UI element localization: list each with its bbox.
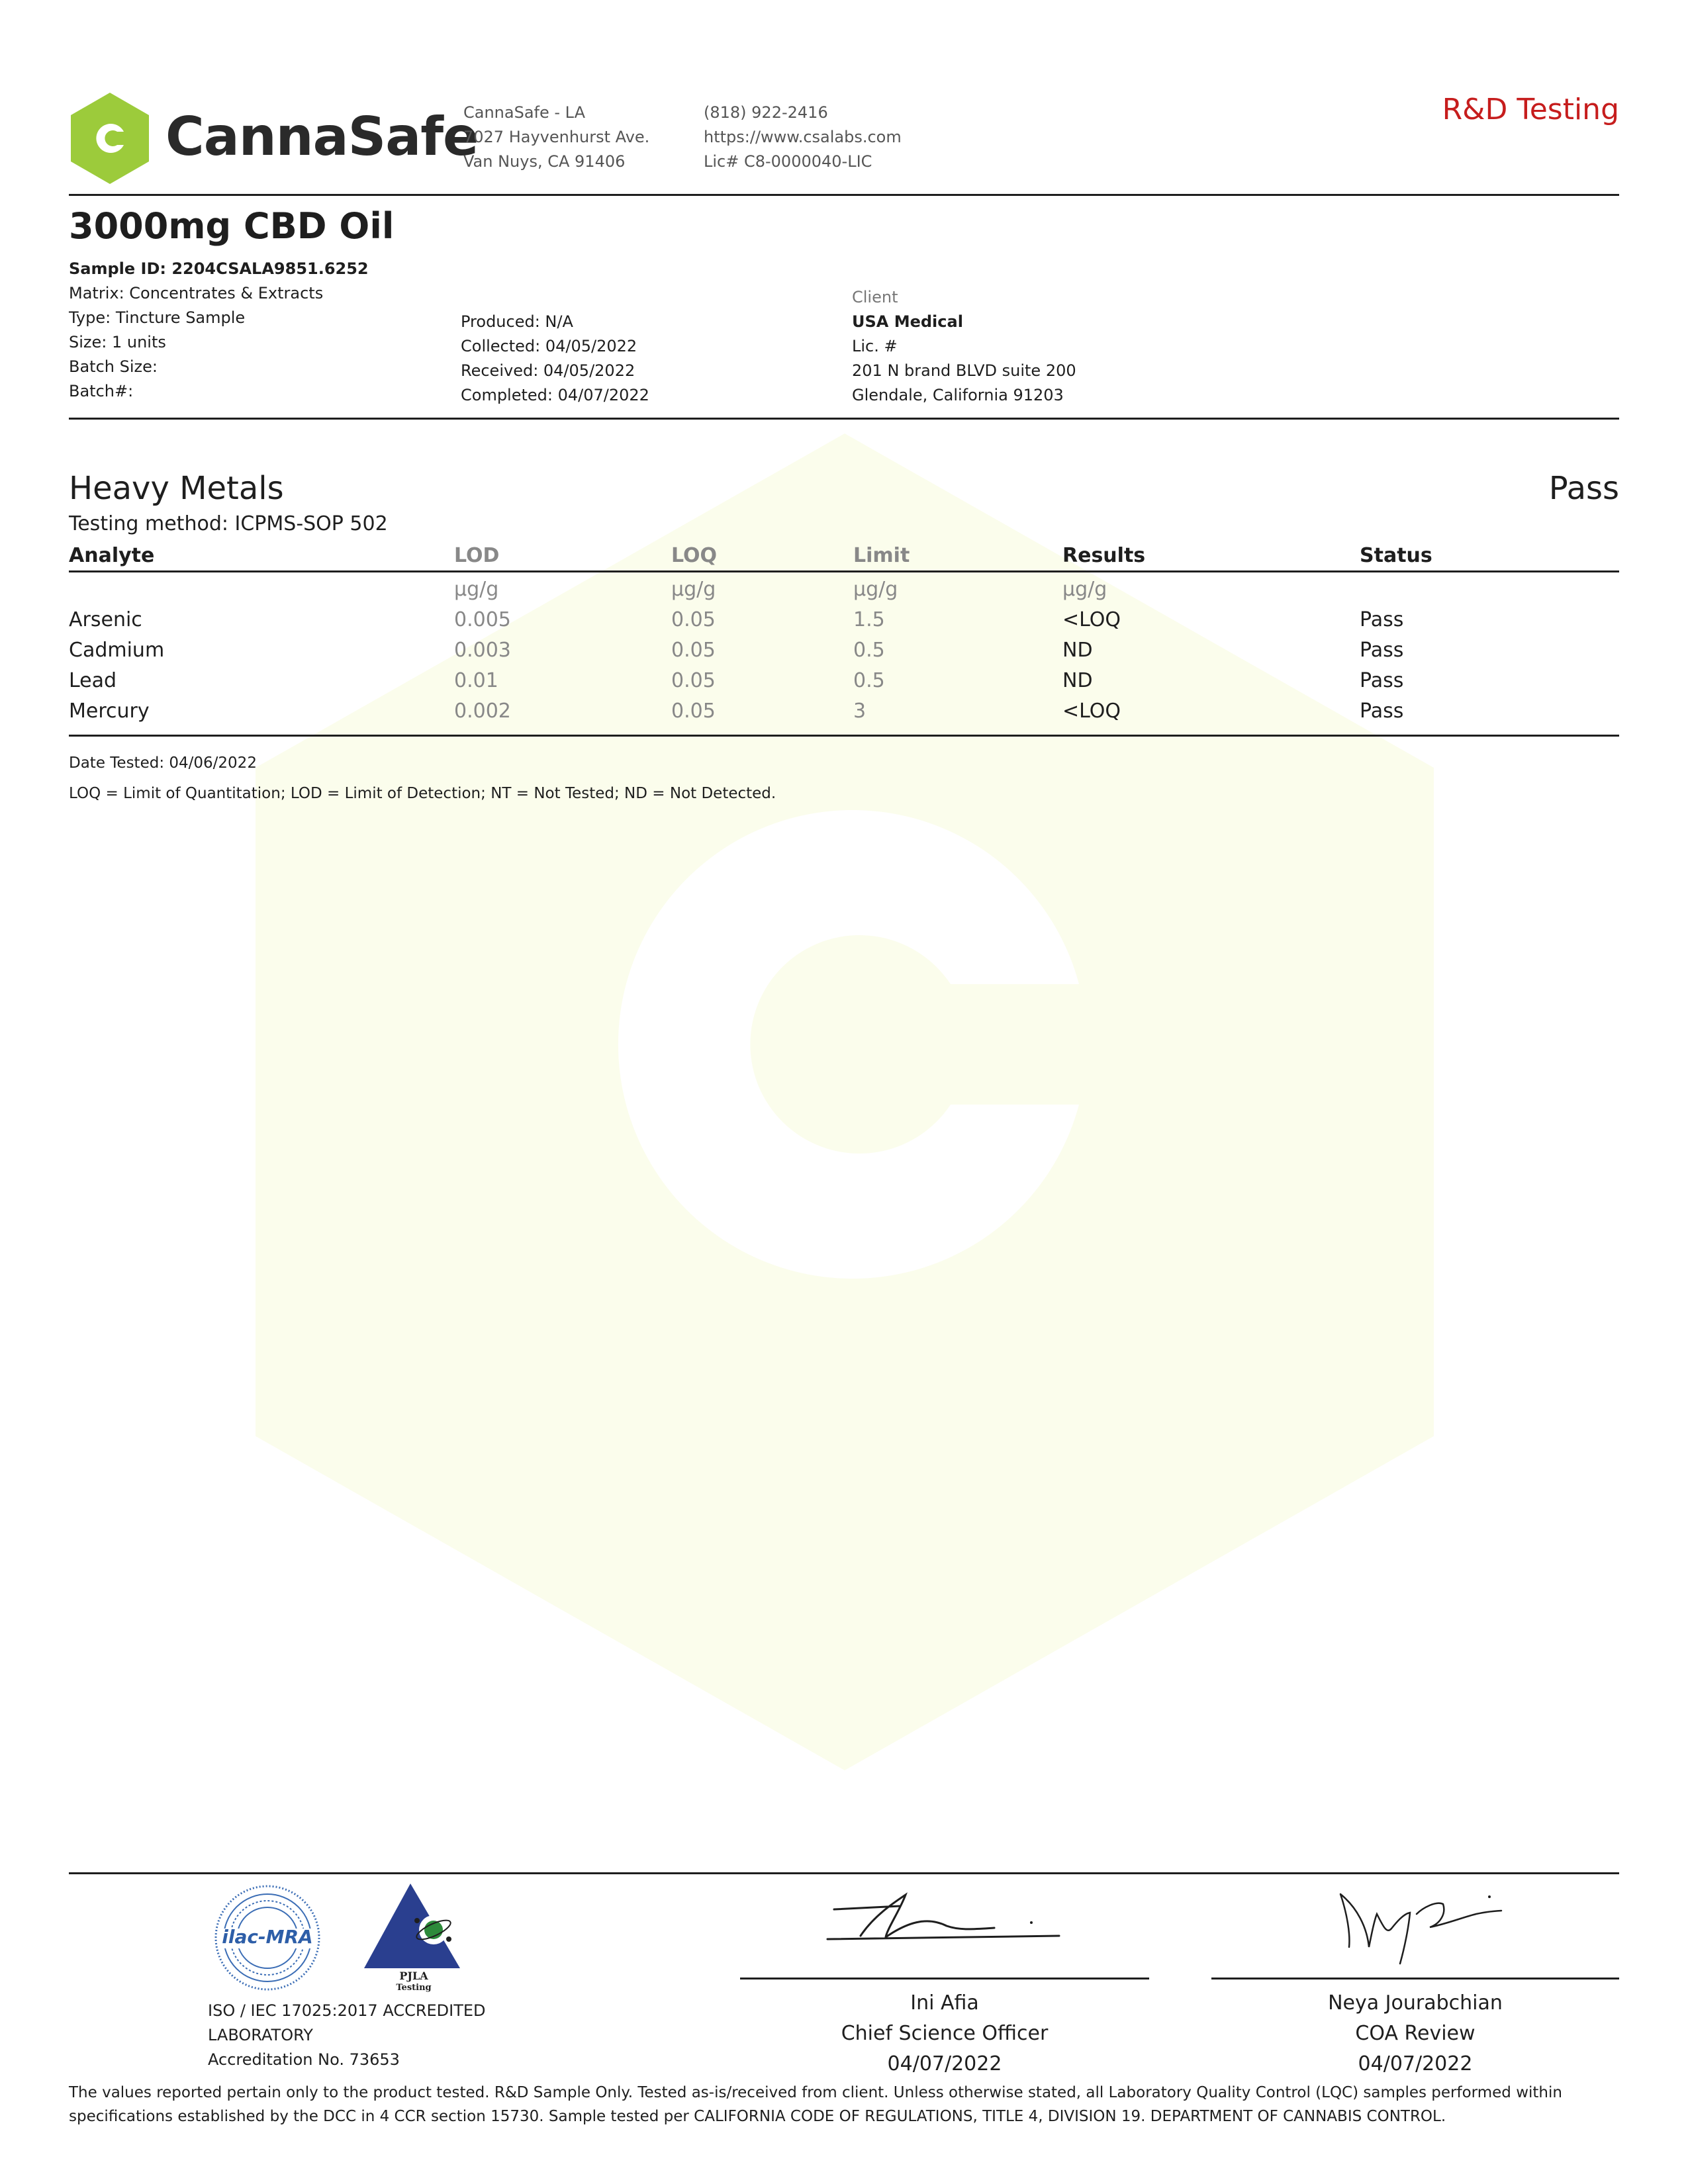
signer-1-name: Ini Afia [910,1991,979,2015]
row-lead-limit: 0.5 [853,669,885,692]
pjla-subtext: Testing [396,1983,432,1993]
accreditation-line3: Accreditation No. 73653 [208,2050,400,2069]
signature-ini-afia [821,1889,1072,1949]
row-arsenic-loq: 0.05 [671,608,716,631]
sample-details [69,257,369,404]
unit-loq: µg/g [671,578,716,601]
column-header-results: Results [1062,544,1146,567]
section-title: Heavy Metals [69,470,284,507]
batch-size: Batch Size: [69,357,158,376]
client-label: Client [852,288,898,306]
signer-1-date: 04/07/2022 [887,2052,1002,2075]
footer-divider [69,1872,1619,1874]
pjla-text: PJLA [399,1970,428,1982]
lab-name: CannaSafe - LA [463,103,586,122]
row-mercury-lod: 0.002 [454,700,511,723]
row-lead-lod: 0.01 [454,669,498,692]
lab-street: 7027 Hayvenhurst Ave. [463,128,650,146]
column-header-lod: LOD [454,544,500,567]
ilac-mra-text: ilac-MRA [222,1926,313,1948]
unit-limit: µg/g [853,578,898,601]
accreditation-line2: LABORATORY [208,2026,313,2044]
client-address-line2: Glendale, California 91203 [852,386,1064,404]
signer-2-block [1211,1988,1619,2079]
product-title: 3000mg CBD Oil [69,205,395,247]
client-name: USA Medical [852,312,963,331]
unit-lod: µg/g [454,578,499,601]
accreditation-text [208,1999,486,2072]
produced-date: Produced: N/A [461,312,573,331]
completed-date: Completed: 04/07/2022 [461,386,649,404]
column-header-status: Status [1360,544,1432,567]
watermark-logo [256,433,1434,1770]
row-lead-result: ND [1062,669,1093,692]
lab-license: Lic# C8-0000040-LIC [704,152,872,171]
row-mercury-analyte: Mercury [69,700,150,723]
client-address-line1: 201 N brand BLVD suite 200 [852,361,1076,380]
row-mercury-result: <LOQ [1062,700,1121,723]
section-overall-status: Pass [1548,470,1619,507]
row-arsenic-limit: 1.5 [853,608,885,631]
sample-dates [461,310,649,408]
accreditation-line1: ISO / IEC 17025:2017 ACCREDITED [208,2001,486,2020]
lab-website: https://www.csalabs.com [704,128,902,146]
unit-results: µg/g [1062,578,1107,601]
brand-name: CannaSafe [165,106,479,167]
table-bottom-divider [69,735,1619,737]
batch-number: Batch#: [69,382,134,400]
row-arsenic-analyte: Arsenic [69,608,142,631]
date-tested: Date Tested: 04/06/2022 [69,754,257,772]
client-info [852,285,1076,408]
row-cadmium-limit: 0.5 [853,639,885,662]
row-lead-loq: 0.05 [671,669,716,692]
collected-date: Collected: 04/05/2022 [461,337,637,355]
row-mercury-status: Pass [1360,700,1404,723]
row-arsenic-result: <LOQ [1062,608,1121,631]
legal-disclaimer: The values reported pertain only to the product tested. R&D Sample Only. Tested as-is/received from client. Unless otherwise stated, all Laboratory Quality Control (LQC) samples performed within specifications established by the DCC in 4 CCR section 15730. Sample tested per CALIFORNIA CODE OF REGULATIONS, TITLE 4, DIVISION 19. DEPARTMENT OF CANNABIS CONTROL. [69,2084,1562,2125]
sample-size: Size: 1 units [69,333,166,351]
row-mercury-limit: 3 [853,700,867,723]
column-header-loq: LOQ [671,544,718,567]
signature-line-1 [740,1978,1149,1979]
row-cadmium-result: ND [1062,639,1093,662]
pjla-seal [364,1884,463,2000]
sample-id: Sample ID: 2204CSALA9851.6252 [69,259,369,278]
row-lead-status: Pass [1360,669,1404,692]
row-lead-analyte: Lead [69,669,117,692]
row-arsenic-status: Pass [1360,608,1404,631]
header-divider [69,194,1619,196]
lab-contact [704,101,902,174]
signer-1-block [740,1988,1149,2079]
row-cadmium-loq: 0.05 [671,639,716,662]
ilac-mra-seal [213,1884,322,1992]
row-mercury-loq: 0.05 [671,700,716,723]
column-header-analyte: Analyte [69,544,155,567]
signer-1-title: Chief Science Officer [841,2022,1049,2045]
testing-method: Testing method: ICPMS-SOP 502 [69,512,388,535]
row-cadmium-analyte: Cadmium [69,639,165,662]
lab-address [463,101,649,174]
row-cadmium-status: Pass [1360,639,1404,662]
row-cadmium-lod: 0.003 [454,639,511,662]
abbreviation-legend: LOQ = Limit of Quantitation; LOD = Limit of Detection; NT = Not Tested; ND = Not Detected. [69,785,776,802]
sample-matrix: Matrix: Concentrates & Extracts [69,284,324,302]
signer-2-name: Neya Jourabchian [1328,1991,1503,2015]
info-divider [69,418,1619,420]
signature-neya-jourabchian [1331,1888,1509,1967]
signature-line-2 [1211,1978,1619,1979]
column-header-limit: Limit [853,544,910,567]
client-license: Lic. # [852,337,898,355]
table-header-divider [69,570,1619,572]
rd-testing-badge: R&D Testing [1442,93,1619,126]
sample-type: Type: Tincture Sample [69,308,246,327]
row-arsenic-lod: 0.005 [454,608,511,631]
signer-2-date: 04/07/2022 [1358,2052,1473,2075]
signer-2-title: COA Review [1355,2022,1476,2045]
received-date: Received: 04/05/2022 [461,361,635,380]
lab-phone: (818) 922-2416 [704,103,828,122]
lab-city: Van Nuys, CA 91406 [463,152,626,171]
